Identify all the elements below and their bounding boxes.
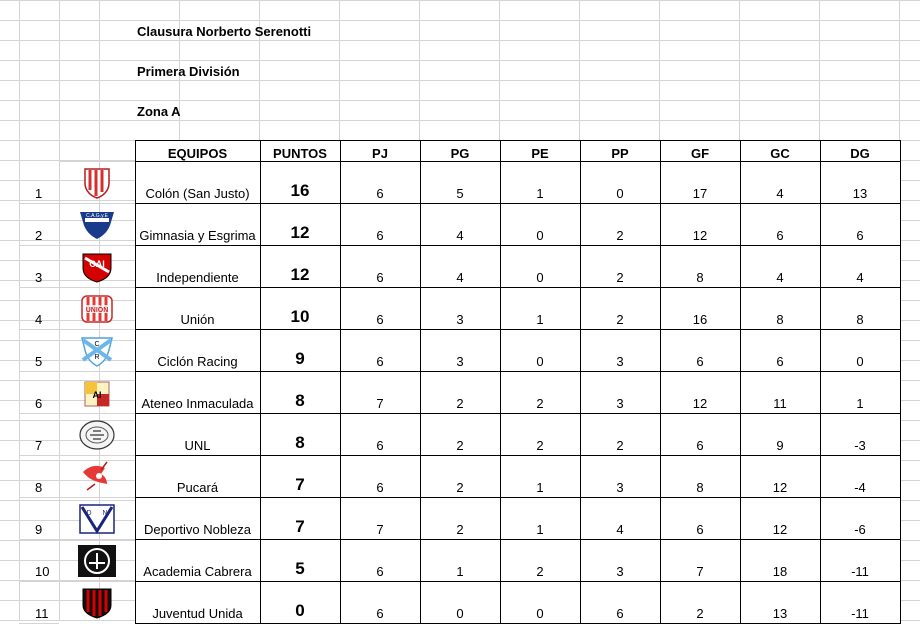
goal-diff-cell: 1 [820,372,900,414]
played-cell: 6 [340,288,420,330]
goal-diff-cell: 0 [820,330,900,372]
pucara-crest-icon [59,456,135,498]
position-cell: 4 [19,288,59,330]
ciclon-racing-crest-icon [59,330,135,372]
goal-diff-cell: 8 [820,288,900,330]
team-name-cell: Deportivo Nobleza [135,498,260,540]
cabrera-crest-icon [59,540,135,582]
goals-against-cell: 6 [740,204,820,246]
cabrera-crest-icon [77,544,117,578]
points-cell: 9 [260,330,340,372]
goals-for-cell: 2 [660,582,740,624]
won-cell: 2 [420,372,500,414]
position-cell: 1 [19,162,59,204]
table-row [19,372,900,414]
header-dg: DG [820,141,900,162]
unl-crest-icon [59,414,135,456]
played-cell: 6 [340,246,420,288]
goals-against-cell: 9 [740,414,820,456]
team-name-cell: Unión [135,288,260,330]
goals-against-cell: 13 [740,582,820,624]
team-name-cell: Academia Cabrera [135,540,260,582]
nobleza-crest-icon [59,498,135,540]
position-cell: 6 [19,372,59,414]
drawn-cell: 1 [500,288,580,330]
drawn-cell: 0 [500,582,580,624]
header-logo-blank [59,141,135,162]
independiente-crest-icon [59,246,135,288]
lost-cell: 2 [580,288,660,330]
lost-cell: 6 [580,582,660,624]
juventud-crest-icon [59,582,135,624]
lost-cell: 3 [580,372,660,414]
table-row [19,540,900,582]
played-cell: 6 [340,204,420,246]
drawn-cell: 0 [500,330,580,372]
goal-diff-cell: 4 [820,246,900,288]
team-name-cell: Independiente [135,246,260,288]
goals-for-cell: 8 [660,246,740,288]
won-cell: 3 [420,330,500,372]
zone-label: Zona A [137,104,181,119]
drawn-cell: 1 [500,162,580,204]
won-cell: 2 [420,456,500,498]
points-cell: 12 [260,246,340,288]
goals-against-cell: 4 [740,162,820,204]
played-cell: 6 [340,582,420,624]
won-cell: 4 [420,204,500,246]
table-row [19,582,900,624]
standings-table [19,140,901,624]
team-name-cell: Colón (San Justo) [135,162,260,204]
header-pp: PP [580,141,660,162]
table-row [19,204,900,246]
team-name-cell: Juventud Unida [135,582,260,624]
header-pj: PJ [340,141,420,162]
drawn-cell: 2 [500,414,580,456]
goals-against-cell: 12 [740,456,820,498]
svg-text:D: D [86,509,92,517]
union-crest-icon [77,292,117,326]
svg-text:UNIÓN: UNIÓN [85,306,109,314]
ateneo-crest-icon [59,372,135,414]
points-cell: 7 [260,498,340,540]
goal-diff-cell: 13 [820,162,900,204]
won-cell: 0 [420,582,500,624]
table-row [19,330,900,372]
goals-for-cell: 17 [660,162,740,204]
nobleza-crest-icon [77,502,117,536]
goal-diff-cell: 6 [820,204,900,246]
drawn-cell: 2 [500,540,580,582]
table-row [19,456,900,498]
played-cell: 7 [340,498,420,540]
won-cell: 2 [420,498,500,540]
lost-cell: 4 [580,498,660,540]
svg-text:AI: AI [92,389,102,400]
header-pe: PE [500,141,580,162]
gimnasia-crest-icon [77,208,117,242]
goals-against-cell: 18 [740,540,820,582]
ateneo-crest-icon [77,376,117,410]
points-cell: 0 [260,582,340,624]
position-cell: 2 [19,204,59,246]
lost-cell: 3 [580,456,660,498]
goals-for-cell: 12 [660,372,740,414]
goals-against-cell: 8 [740,288,820,330]
table-row [19,414,900,456]
header-pg: PG [420,141,500,162]
table-header-row [19,141,900,162]
table-body [19,162,900,624]
svg-text:C.A.G.y.E: C.A.G.y.E [85,212,108,219]
header-puntos: PUNTOS [260,141,340,162]
position-cell: 9 [19,498,59,540]
goals-for-cell: 8 [660,456,740,498]
pucara-crest-icon [77,460,117,494]
lost-cell: 3 [580,330,660,372]
tournament-title: Clausura Norberto Serenotti [137,24,312,39]
header-gc: GC [740,141,820,162]
drawn-cell: 1 [500,498,580,540]
position-cell: 7 [19,414,59,456]
goals-against-cell: 4 [740,246,820,288]
won-cell: 5 [420,162,500,204]
points-cell: 12 [260,204,340,246]
goals-for-cell: 12 [660,204,740,246]
goals-against-cell: 6 [740,330,820,372]
lost-cell: 2 [580,414,660,456]
drawn-cell: 0 [500,246,580,288]
goal-diff-cell: -11 [820,582,900,624]
independiente-crest-icon [77,250,117,284]
goal-diff-cell: -3 [820,414,900,456]
unl-crest-icon [77,418,117,452]
header-gf: GF [660,141,740,162]
position-cell: 10 [19,540,59,582]
drawn-cell: 1 [500,456,580,498]
division-label: Primera División [137,64,240,79]
juventud-crest-icon [77,586,117,620]
position-cell: 8 [19,456,59,498]
header-position-blank [19,141,59,162]
lost-cell: 2 [580,204,660,246]
points-cell: 8 [260,414,340,456]
points-cell: 16 [260,162,340,204]
table-row [19,162,900,204]
played-cell: 6 [340,330,420,372]
header-equipos: EQUIPOS [135,141,260,162]
goals-for-cell: 6 [660,330,740,372]
points-cell: 5 [260,540,340,582]
goals-against-cell: 12 [740,498,820,540]
team-name-cell: Ateneo Inmaculada [135,372,260,414]
goals-for-cell: 6 [660,414,740,456]
team-name-cell: Gimnasia y Esgrima [135,204,260,246]
lost-cell: 0 [580,162,660,204]
table-row [19,246,900,288]
won-cell: 4 [420,246,500,288]
position-cell: 11 [19,582,59,624]
team-name-cell: Pucará [135,456,260,498]
svg-text:N: N [102,509,108,517]
played-cell: 6 [340,456,420,498]
gimnasia-crest-icon [59,204,135,246]
team-name-cell: UNL [135,414,260,456]
points-cell: 8 [260,372,340,414]
goal-diff-cell: -11 [820,540,900,582]
played-cell: 6 [340,162,420,204]
drawn-cell: 2 [500,372,580,414]
position-cell: 3 [19,246,59,288]
points-cell: 7 [260,456,340,498]
drawn-cell: 0 [500,204,580,246]
ciclon-racing-crest-icon [77,334,117,368]
played-cell: 7 [340,372,420,414]
won-cell: 1 [420,540,500,582]
position-cell: 5 [19,330,59,372]
goals-for-cell: 16 [660,288,740,330]
union-crest-icon [59,288,135,330]
goal-diff-cell: -4 [820,456,900,498]
won-cell: 3 [420,288,500,330]
svg-text:R: R [94,353,100,361]
lost-cell: 3 [580,540,660,582]
goals-against-cell: 11 [740,372,820,414]
colon-crest-icon [77,166,117,200]
svg-text:CAI: CAI [89,258,105,269]
goal-diff-cell: -6 [820,498,900,540]
played-cell: 6 [340,414,420,456]
goals-for-cell: 6 [660,498,740,540]
table-row [19,498,900,540]
table-row [19,288,900,330]
team-name-cell: Ciclón Racing [135,330,260,372]
won-cell: 2 [420,414,500,456]
svg-text:C: C [94,340,100,348]
points-cell: 10 [260,288,340,330]
goals-for-cell: 7 [660,540,740,582]
lost-cell: 2 [580,246,660,288]
colon-crest-icon [59,162,135,204]
played-cell: 6 [340,540,420,582]
